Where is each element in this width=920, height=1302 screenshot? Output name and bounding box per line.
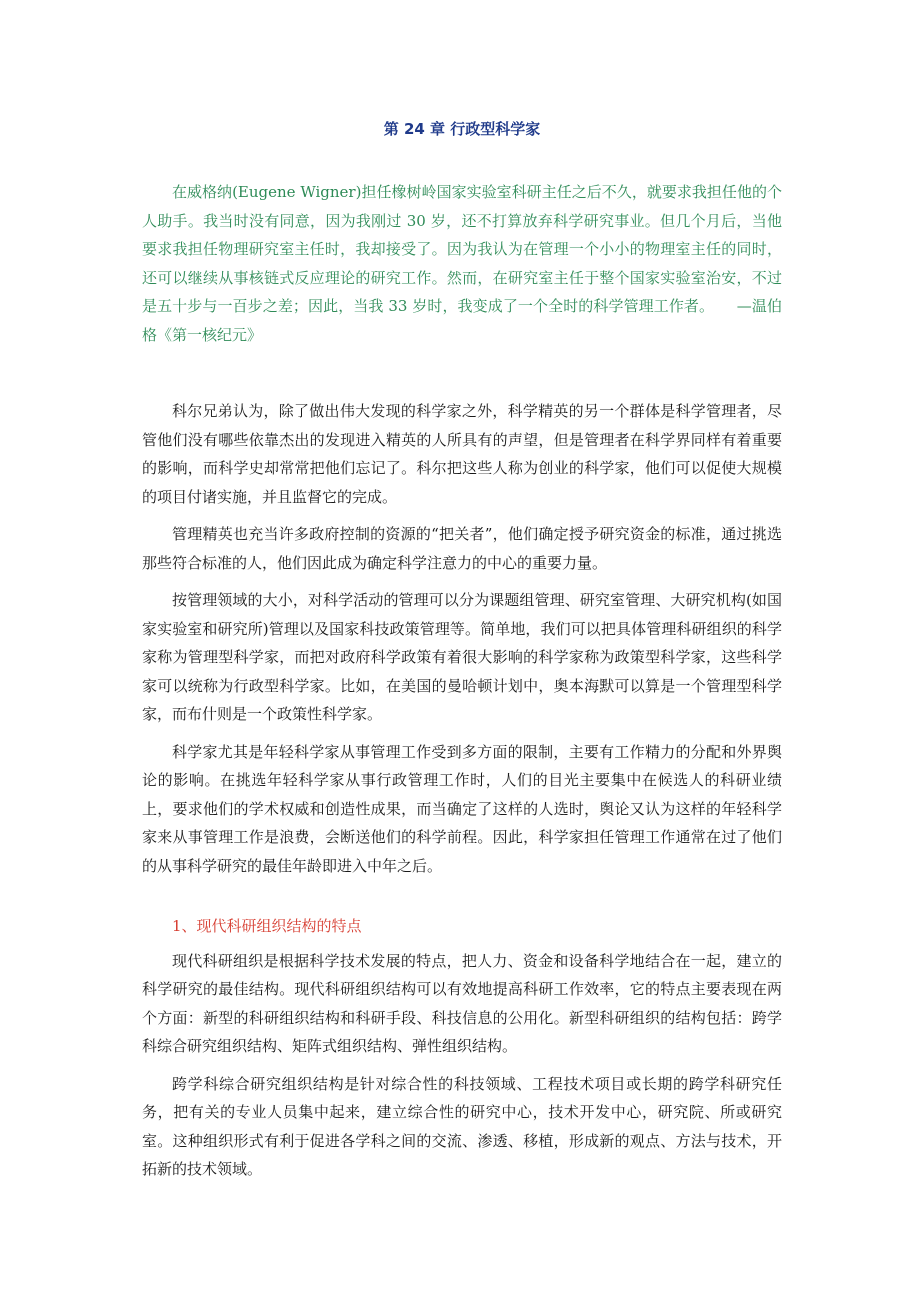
body-paragraph-3: 按管理领域的大小，对科学活动的管理可以分为课题组管理、研究室管理、大研究机构(如国家实验室和研究所)管理以及国家科技政策管理等。简单地，我们可以把具体管理科研组织的科学家称为管理型科学家，而把对政府科学政策有着很大影响的科学家称为政策型科学家，这些科学家可以统称为行政型科学家。比如，在美国的曼哈顿计划中，奥本海默可以算是一个管理型科学家，而布什则是一个政策性科学家。	[142, 591, 782, 723]
chapter-title: 第 24 章 行政型科学家	[383, 120, 541, 138]
section-heading-1: 1、现代科研组织结构的特点	[172, 917, 362, 935]
body-paragraph-2: 管理精英也充当许多政府控制的资源的“把关者”，他们确定授予研究资金的标准，通过挑选那些符合标准的人，他们因此成为确定科学注意力的中心的重要力量。	[142, 525, 782, 572]
section1-paragraph-2: 跨学科综合研究组织结构是针对综合性的科技领域、工程技术项目或长期的跨学科研究任务，把有关的专业人员集中起来，建立综合性的研究中心，技术开发中心，研究院、所或研究室。这种组织形式有利于促进各学科之间的交流、渗透、移植，形成新的观点、方法与技术，开拓新的技术领域。	[142, 1074, 782, 1178]
body-paragraph-1: 科尔兄弟认为，除了做出伟大发现的科学家之外，科学精英的另一个群体是科学管理者，尽管他们没有哪些依靠杰出的发现进入精英的人所具有的声望，但是管理者在科学界同样有着重要的影响，而科学史却常常把他们忘记了。科尔把这些人称为创业的科学家，他们可以促使大规模的项目付诸实施，并且监督它的完成。	[142, 402, 782, 506]
epigraph-quote: 在威格纳(Eugene Wigner)担任橡树岭国家实验室科研主任之后不久，就要求我担任他的个人助手。我当时没有同意，因为我刚过 30 岁，还不打算放弃科学研究事业。但几个月后，当他要求我担任物理研究室主任时，我却接受了。因为我认为在管理一个小小的物理室主任的同时，还可以继续从事核链式反应理论的研究工作。然而，在研究室主任于整个国家实验室治安，不过是五十步与一百步之差；因此，当我 33 岁时，我变成了一个全时的科学管理工作者。 —温伯格《第一核纪元》	[142, 183, 782, 344]
body-paragraph-4: 科学家尤其是年轻科学家从事管理工作受到多方面的限制，主要有工作精力的分配和外界舆论的影响。在挑选年轻科学家从事行政管理工作时，人们的目光主要集中在候选人的科研业绩上，要求他们的学术权威和创造性成果，而当确定了这样的人选时，舆论又认为这样的年轻科学家来从事管理工作是浪费，会断送他们的科学前程。因此，科学家担任管理工作通常在过了他们的从事科学研究的最佳年龄即进入中年之后。	[142, 742, 782, 875]
document-page	[142, 118, 782, 1193]
section1-paragraph-1: 现代科研组织是根据科学技术发展的特点，把人力、资金和设备科学地结合在一起，建立的科学研究的最佳结构。现代科研组织结构可以有效地提高科研工作效率，它的特点主要表现在两个方面：新型的科研组织结构和科研手段、科技信息的公用化。新型科研组织的结构包括：跨学科综合研究组织结构、矩阵式组织结构、弹性组织结构。	[142, 951, 782, 1055]
